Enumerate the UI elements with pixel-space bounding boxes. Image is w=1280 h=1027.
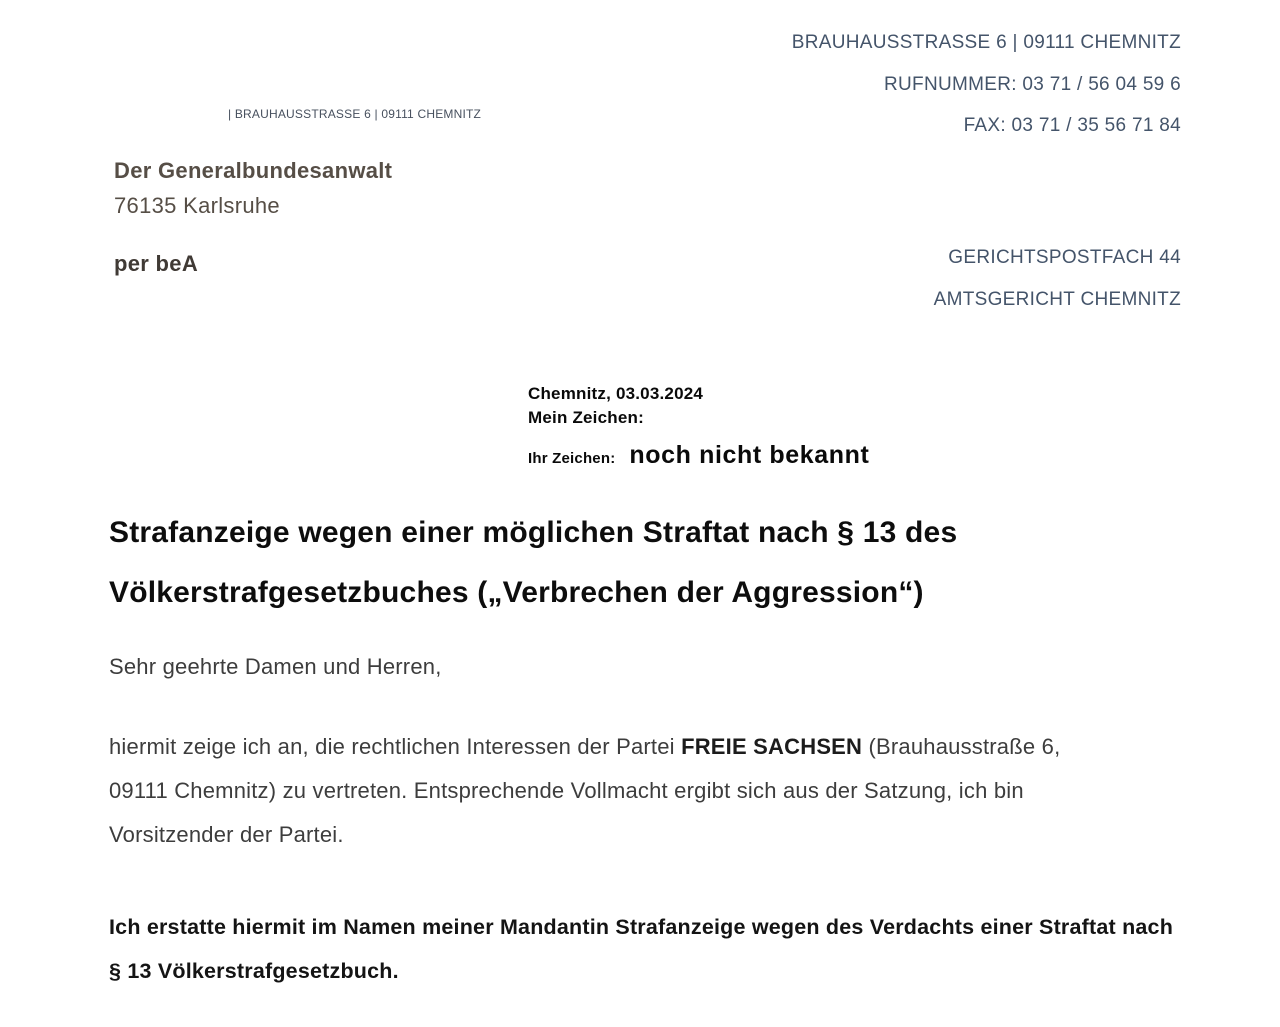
your-reference-value: noch nicht bekannt bbox=[629, 441, 870, 469]
subject-heading: Strafanzeige wegen einer möglichen Straftat nach § 13 des Völkerstrafgesetzbuches („Verbrechen der Aggression“) bbox=[109, 516, 958, 609]
letterhead-address: BRAUHAUSSTRASSE 6 | 09111 CHEMNITZ bbox=[791, 32, 1181, 53]
paragraph-text-pre: hiermit zeige ich an, die rechtlichen Interessen der Partei bbox=[109, 734, 682, 759]
your-reference-row bbox=[528, 441, 869, 470]
paragraph-text-post: (Brauhausstraße 6, 09111 Chemnitz) zu vertreten. Entsprechende Vollmacht ergibt sich aus der Satzung, ich bin Vorsitzender der Partei. bbox=[109, 734, 1061, 847]
court-postbox-block bbox=[934, 237, 1181, 320]
my-reference-label: Mein Zeichen: bbox=[528, 408, 644, 427]
party-name-emphasis: FREIE SACHSEN bbox=[681, 734, 863, 759]
court-postbox: GERICHTSPOSTFACH 44 bbox=[948, 247, 1181, 268]
delivery-method: per beA bbox=[114, 251, 199, 276]
body-paragraph-complaint: Ich erstatte hiermit im Namen meiner Mandantin Strafanzeige wegen des Verdachts einer Straftat nach § 13 Völkerstrafgesetzbuch. bbox=[109, 915, 1174, 983]
reference-block bbox=[528, 384, 869, 470]
recipient-city: 76135 Karlsruhe bbox=[114, 193, 280, 218]
letterhead-fax: FAX: 03 71 / 35 56 71 84 bbox=[963, 115, 1181, 136]
date-line: Chemnitz, 03.03.2024 bbox=[528, 384, 704, 403]
court-name: AMTSGERICHT CHEMNITZ bbox=[933, 288, 1181, 310]
recipient-block bbox=[114, 158, 392, 219]
body-paragraph-representation bbox=[109, 725, 1124, 857]
letterhead-contact-block bbox=[792, 22, 1181, 147]
your-reference-label: Ihr Zeichen: bbox=[528, 450, 616, 467]
recipient-name: Der Generalbundesanwalt bbox=[114, 158, 393, 183]
letterhead-phone: RUFNUMMER: 03 71 / 56 04 59 6 bbox=[884, 73, 1181, 95]
salutation: Sehr geehrte Damen und Herren, bbox=[109, 654, 442, 679]
sender-return-address: | BRAUHAUSSTRASSE 6 | 09111 CHEMNITZ bbox=[228, 107, 482, 121]
